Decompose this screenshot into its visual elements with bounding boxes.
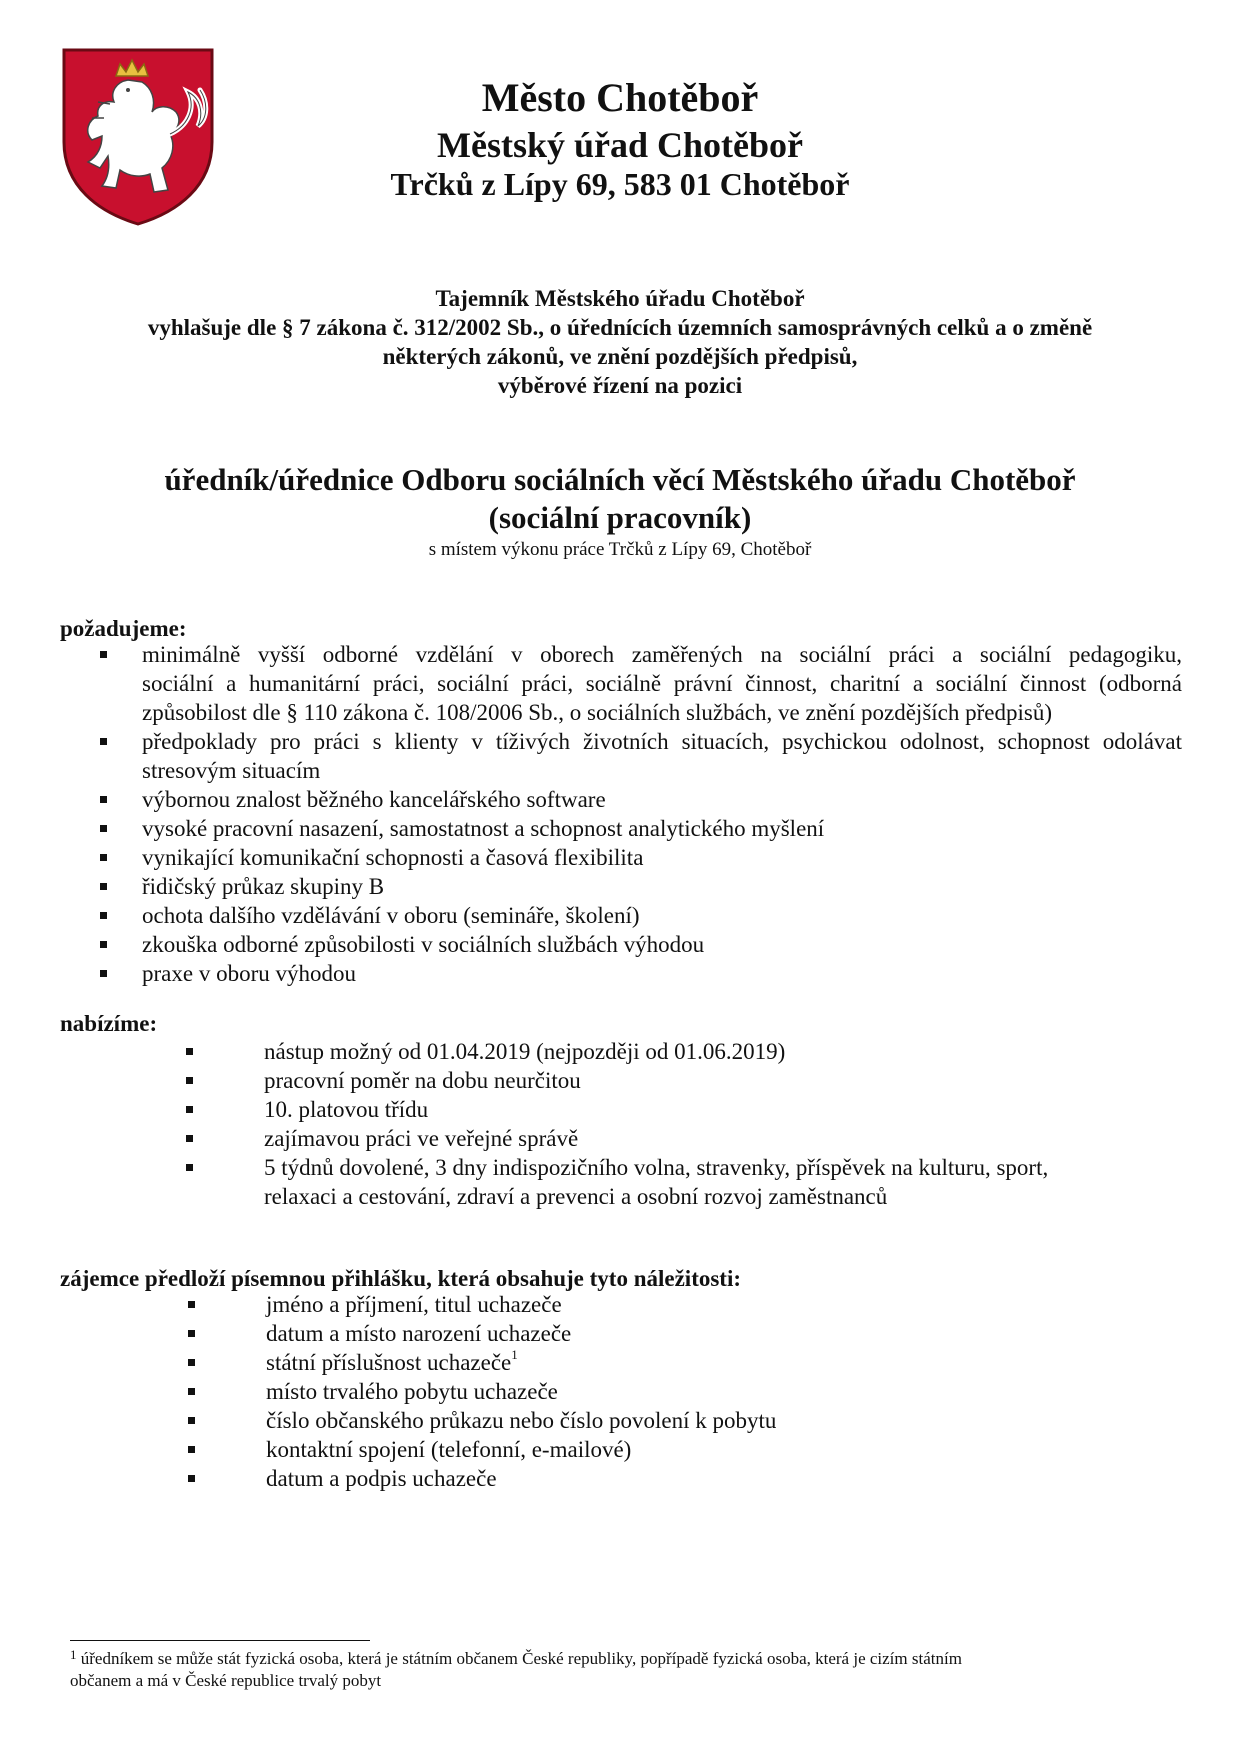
footnote-text: úředníkem se může stát fyzická osoba, která je státním občanem České republiky, popřípadě fyzická osoba, která je cizím státním (80, 1649, 962, 1668)
position-title: úředník/úřednice Odboru sociálních věcí Městského úřadu Chotěboř (164, 462, 1076, 497)
bullet-icon (186, 1106, 193, 1113)
czech-lion-coat-of-arms-icon (58, 46, 218, 226)
list-item-text: jméno a příjmení, titul uchazeče (266, 1292, 562, 1317)
list-item-text: datum a podpis uchazeče (266, 1466, 497, 1491)
bullet-icon (100, 970, 107, 977)
list-item-text: datum a místo narození uchazeče (266, 1321, 572, 1346)
bullet-icon (188, 1475, 195, 1482)
footnote-divider (70, 1640, 370, 1641)
intro-line-2: vyhlašuje dle § 7 zákona č. 312/2002 Sb., o úřednících územních samosprávných celků a o změně (147, 315, 1093, 340)
list-item (266, 1406, 1146, 1435)
list-item (264, 1095, 1144, 1124)
list-item-line: 5 týdnů dovolené, 3 dny indispozičního volna, stravenky, příspěvek na kulturu, sport, (264, 1155, 1049, 1180)
offer-list (264, 1037, 1144, 1211)
list-item (264, 1066, 1144, 1095)
city-title: Město Chotěboř (481, 75, 759, 120)
list-item-text: místo trvalého pobytu uchazeče (266, 1379, 558, 1404)
list-item (264, 1153, 1144, 1211)
footnote-line: občanem a má v České republice trvalý pobyt (70, 1671, 382, 1690)
list-item (264, 1124, 1144, 1153)
list-item (142, 814, 1182, 843)
list-item-line: zkouška odborné způsobilosti v sociálních službách výhodou (142, 932, 705, 957)
list-item-line: předpoklady pro práci s klienty v tíživých životních situacích, psychickou odolnost, schopnost odolávat (142, 729, 1182, 754)
bullet-icon (188, 1388, 195, 1395)
list-item (264, 1037, 1144, 1066)
bullet-icon (100, 796, 107, 803)
list-item (266, 1464, 1146, 1493)
list-item (266, 1435, 1146, 1464)
list-item (142, 930, 1182, 959)
bullet-icon (188, 1417, 195, 1424)
bullet-icon (188, 1359, 195, 1366)
list-item-line: 10. platovou třídu (264, 1097, 429, 1122)
intro-line-3: některých zákonů, ve znění pozdějších předpisů, (382, 344, 858, 369)
list-item-text: číslo občanského průkazu nebo číslo povolení k pobytu (266, 1408, 777, 1433)
list-item-line: zajímavou práci ve veřejné správě (264, 1126, 579, 1151)
bullet-icon (186, 1077, 193, 1084)
list-item (142, 843, 1182, 872)
list-item-line: relaxaci a cestování, zdraví a prevenci a osobní rozvoj zaměstnanců (264, 1184, 888, 1209)
position-subtitle: (sociální pracovník) (488, 500, 752, 535)
list-item-line: nástup možný od 01.04.2019 (nejpozději od 01.06.2019) (264, 1039, 786, 1064)
bullet-icon (188, 1301, 195, 1308)
list-item (142, 901, 1182, 930)
list-item (142, 727, 1182, 785)
bullet-icon (186, 1048, 193, 1055)
list-item-line: řidičský průkaz skupiny B (142, 874, 385, 899)
bullet-icon (186, 1164, 193, 1171)
bullet-icon (188, 1446, 195, 1453)
list-item-line: způsobilost dle § 110 zákona č. 108/2006 Sb., o sociálních službách, ve znění pozdějších předpisů) (142, 700, 1052, 725)
list-item-line: výbornou znalost běžného kancelářského software (142, 787, 606, 812)
bullet-icon (100, 651, 107, 658)
intro-line-4: výběrové řízení na pozici (497, 373, 743, 398)
footnote-reference[interactable]: 1 (511, 1347, 518, 1362)
list-item (142, 640, 1182, 727)
footnote (70, 1648, 1170, 1692)
list-item-line: sociální a humanitární práci, sociální práci, sociálně právní činnost, charitní a sociální činnost (odborná (142, 671, 1182, 696)
list-item-line: ochota dalšího vzdělávání v oboru (semináře, školení) (142, 903, 640, 928)
application-list (266, 1290, 1146, 1493)
list-item (142, 872, 1182, 901)
list-item (266, 1348, 1146, 1377)
list-item-line: pracovní poměr na dobu neurčitou (264, 1068, 581, 1093)
list-item (142, 959, 1182, 988)
list-item-text: státní příslušnost uchazeče (266, 1350, 512, 1375)
office-title: Městský úřad Chotěboř (437, 125, 803, 165)
list-item (266, 1377, 1146, 1406)
requirements-list (142, 640, 1182, 988)
bullet-icon (186, 1135, 193, 1142)
list-item (142, 785, 1182, 814)
position-place: s místem výkonu práce Trčků z Lípy 69, Chotěboř (428, 539, 812, 560)
requirements-heading: požadujeme: (60, 616, 187, 641)
bullet-icon (100, 941, 107, 948)
bullet-icon (188, 1330, 195, 1337)
footnote-line (70, 1648, 1170, 1670)
list-item-line: praxe v oboru výhodou (142, 961, 356, 986)
list-item-line: vysoké pracovní nasazení, samostatnost a schopnost analytického myšlení (142, 816, 825, 841)
bullet-icon (100, 738, 107, 745)
bullet-icon (100, 854, 107, 861)
list-item (266, 1319, 1146, 1348)
intro-line-1: Tajemník Městského úřadu Chotěboř (435, 286, 805, 311)
footnote-mark: 1 (70, 1647, 77, 1662)
list-item-text: kontaktní spojení (telefonní, e-mailové) (266, 1437, 632, 1462)
application-heading: zájemce předloží písemnou přihlášku, která obsahuje tyto náležitosti: (60, 1266, 742, 1291)
bullet-icon (100, 883, 107, 890)
list-item-line: vynikající komunikační schopnosti a časová flexibilita (142, 845, 644, 870)
list-item-line: minimálně vyšší odborné vzdělání v oborech zaměřených na sociální práci a sociální pedagogiku, (142, 642, 1182, 667)
office-address: Trčků z Lípy 69, 583 01 Chotěboř (390, 166, 850, 202)
list-item-line: stresovým situacím (142, 758, 321, 783)
bullet-icon (100, 825, 107, 832)
list-item (266, 1290, 1146, 1319)
offer-heading: nabízíme: (60, 1011, 158, 1036)
bullet-icon (100, 912, 107, 919)
